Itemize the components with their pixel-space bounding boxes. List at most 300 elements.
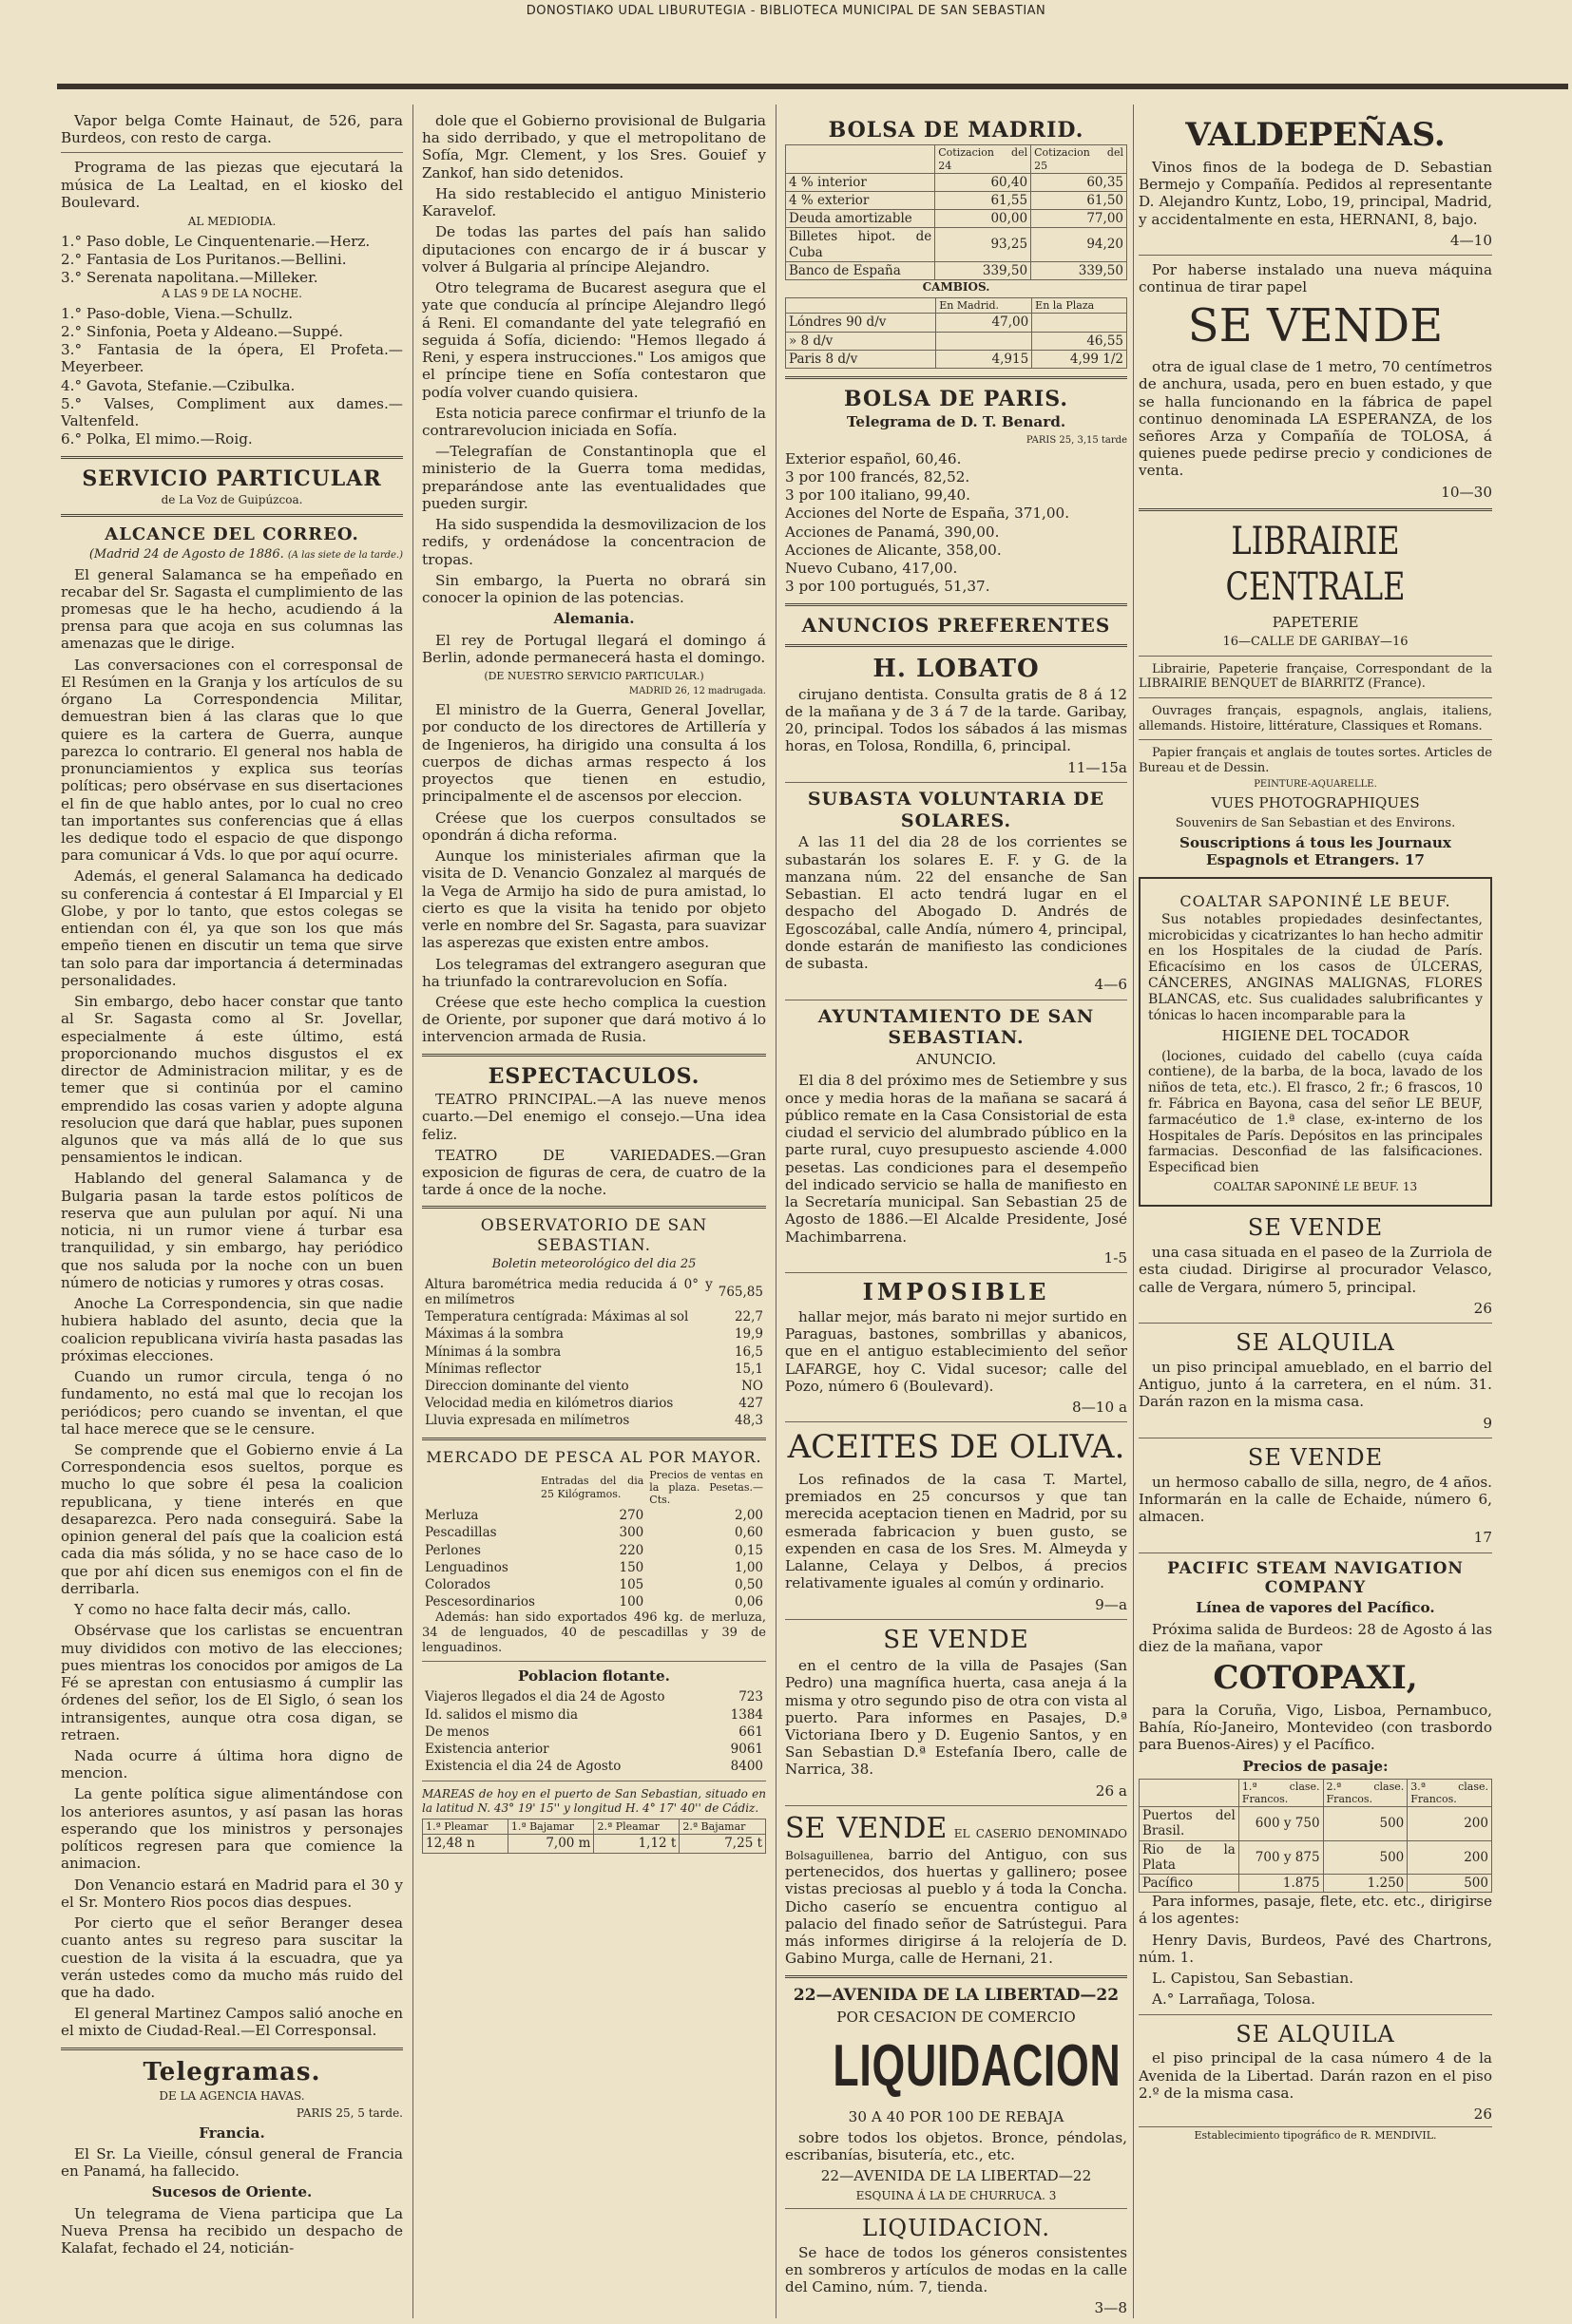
mareas-row: [423, 1835, 766, 1853]
table-cell: Lluvia expresada en milímetros: [425, 1413, 630, 1429]
poblacion-row: [422, 1724, 766, 1741]
table-cell: 105: [619, 1577, 644, 1593]
table-cell: Banco de España: [786, 261, 935, 279]
table-cell: 0,60: [734, 1525, 763, 1541]
table-cell: Lenguadinos: [425, 1559, 508, 1575]
higiene-heading: HIGIENE DEL TOCADOR: [1221, 1027, 1409, 1045]
programa-item: 6.° Polka, El mimo.—Roig.: [61, 430, 253, 448]
poblacion-row: [422, 1706, 766, 1724]
pasaje-row: [1140, 1840, 1492, 1874]
separator: [1139, 2014, 1492, 2015]
article-paragraph: Las conversaciones con el corresponsal de El Resúmen en la Granja y los artículos de su órgano La Correspondencia Militar, demuestran bien á las claras que lo que quiere es la cartera de Guerra, aunque parezca lo contrario. El general nos habla de pronunciamientos y explica sus teorías políticas; pero obsérvase en sus disertaciones el fin de que hablo antes, por lo cual no creo tan importantes sus conferencias que á ellas les dedique todo el espacio de que dispongo para comunicar á Vds. lo que por aquí ocurre.: [61, 656, 403, 865]
programa-mediodia: [61, 233, 403, 287]
meteo-row: [422, 1343, 766, 1361]
table-cell: 2,00: [734, 1508, 763, 1524]
agente-item: Henry Davis, Burdeos, Pavé des Chartrons, núm. 1.: [1139, 1931, 1492, 1966]
cambios-heading: CAMBIOS.: [922, 279, 990, 294]
meteo-row: [422, 1412, 766, 1429]
bolsa-row: [786, 261, 1127, 279]
programa-item: 3.° Serenata napolitana.—Milleker.: [61, 269, 318, 287]
boletin: Boletin meteorológico del dia 25: [491, 1257, 697, 1272]
library-header: DONOSTIAKO UDAL LIBURUTEGIA - BIBLIOTECA MUNICIPAL DE SAN SEBASTIAN: [526, 4, 1046, 18]
table-header: 1.ª Bajamar: [508, 1819, 594, 1835]
table-cell: 61,50: [1031, 191, 1127, 209]
table-cell: Puertos del Brasil.: [1140, 1807, 1239, 1840]
table-cell: 15,1: [734, 1361, 763, 1377]
article-paragraph: Ha sido restablecido el antiguo Ministerio Karavelof.: [422, 184, 766, 220]
pesca-row: [422, 1576, 766, 1593]
column-divider: [412, 105, 413, 2318]
pesca-table: [422, 1468, 766, 1611]
meteo-table: [422, 1276, 766, 1430]
garibay-address: 16—CALLE DE GARIBAY—16: [1222, 635, 1409, 650]
separator: [61, 456, 403, 459]
table-cell: 661: [738, 1724, 763, 1740]
imprenta: Establecimiento tipográfico de R. MENDIVIL.: [1139, 2126, 1492, 2142]
mercado-heading: MERCADO DE PESCA AL POR MAYOR.: [426, 1447, 762, 1466]
article-paragraph: Esta noticia parece confirmar el triunfo de la contrarevolucion iniciada en Sofía.: [422, 404, 766, 439]
article-paragraph: Anoche La Correspondencia, sin que nadie hubiera hablado del asunto, decia que la coalicion republicana viviría hasta pasadas las próximas elecciones.: [61, 1295, 403, 1364]
table-cell: 0,50: [734, 1577, 763, 1593]
sevende-zurriola-heading: SE VENDE: [1247, 1214, 1384, 1242]
table-cell: De menos: [425, 1724, 489, 1740]
table-cell: 00,00: [935, 210, 1031, 228]
table-cell: 7,00 m: [508, 1835, 594, 1853]
table-cell: 48,3: [734, 1413, 763, 1429]
table-header: [422, 1468, 538, 1508]
agente-item: L. Capistou, San Sebastian.: [1152, 1970, 1354, 1988]
aceites-ref: 9—a: [1095, 1595, 1127, 1613]
oriente-text: Un telegrama de Viena participa que La Nueva Prensa ha recibido un despacho de Kalafat, fechado el 24, noticián-: [61, 2204, 403, 2257]
table-cell: 61,55: [935, 191, 1031, 209]
programa-intro: Programa de las piezas que ejecutará la música de La Lealtad, en el kiosko del Boulevard.: [61, 159, 403, 211]
separator: [785, 1619, 1127, 1620]
table-cell: Pescadillas: [425, 1525, 497, 1541]
poblacion-row: [422, 1688, 766, 1705]
article-paragraph: Nada ocurre á última hora digno de mencion.: [61, 1746, 403, 1782]
cambios-row: [786, 332, 1127, 350]
pasaje-row: [1140, 1807, 1492, 1840]
table-header: [786, 145, 935, 173]
table-cell: 500: [1323, 1840, 1408, 1874]
librairie-text-1: Librairie, Papeterie française, Correspondant de la LIBRAIRIE BENQUET de BIARRITZ (France).: [1139, 661, 1492, 692]
table-cell: 100: [619, 1594, 644, 1610]
anuncio-label: ANUNCIO.: [915, 1051, 997, 1069]
article-paragraph: Y como no hace falta decir más, callo.: [74, 1601, 352, 1619]
column-3: [785, 112, 1127, 2321]
column-1: [61, 112, 403, 2260]
table-cell: 12,48 n: [423, 1835, 508, 1853]
valdepenas-text: Vinos finos de la bodega de D. Sebastian Bermejo y Compañía. Pedidos al representante D. Alejandro Kuntz, Lobo, 19, principal, Madrid, y accidentalmente en esta, HERNANI, 8, bajo.: [1139, 158, 1492, 228]
table-cell: 600 y 750: [1238, 1807, 1323, 1840]
souvenirs-label: Souvenirs de San Sebastian et des Environs.: [1175, 815, 1456, 830]
sevende-pasajes-heading: SE VENDE: [883, 1625, 1029, 1654]
bolsa-paris-heading: BOLSA DE PARIS.: [843, 387, 1069, 412]
alcance-body: [61, 566, 403, 2040]
coaltar-heading: COALTAR SAPONINÉ LE BEUF.: [1179, 891, 1451, 910]
valdepenas-heading: VALDEPEÑAS.: [1185, 116, 1446, 154]
paris-time: PARIS 25, 3,15 tarde: [1026, 434, 1127, 446]
table-cell: Colorados: [425, 1577, 491, 1593]
article-paragraph: Ha sido suspendida la desmovilizacion de los redifs, y ordenádose la concentracion de tropas.: [422, 516, 766, 568]
pacific-heading: PACIFIC STEAM NAVIGATION COMPANY: [1167, 1558, 1464, 1597]
servicio-heading: SERVICIO PARTICULAR: [82, 466, 382, 491]
table-header: 2.ª clase. Francos.: [1323, 1779, 1408, 1806]
coaltar-ad: [1139, 877, 1492, 1208]
papeterie-label: PAPETERIE: [1272, 613, 1359, 631]
cotopaxi-heading: COTOPAXI,: [1213, 1659, 1418, 1698]
peinture-label: PEINTURE-AQUARELLE.: [1254, 779, 1377, 791]
table-header: Cotizacion del 24: [935, 145, 1031, 173]
meteo-row: [422, 1276, 766, 1308]
table-header: 1.ª clase. Francos.: [1238, 1779, 1323, 1806]
poblacion-heading: Poblacion flotante.: [518, 1667, 670, 1686]
liquidacion-2-ref: 3—8: [1094, 2299, 1127, 2317]
telegrama-benard: Telegrama de D. T. Benard.: [846, 413, 1066, 431]
separator: [1139, 739, 1492, 740]
table-cell: 22,7: [734, 1309, 763, 1325]
separator: [1139, 656, 1492, 657]
table-cell: 4 % interior: [786, 173, 935, 191]
table-cell: 500: [1323, 1807, 1408, 1840]
coaltar-text: Sus notables propiedades desinfectantes, microbicidas y cicatrizantes lo han hecho admitir en los Hospitales de la ciudad de París. Eficacísimo en los casos de ÚLCERAS, CÁNCERES, ANGINAS MALIGNAS, FLORES BLANCAS, etc. Sus cualidades salubrificantes y tónicas lo hacen incomparable para la: [1148, 911, 1483, 1023]
liquidacion-text: sobre todos los objetos. Bronce, péndolas, escribanías, bisutería, etc., etc.: [785, 2128, 1127, 2164]
column-divider: [1133, 105, 1134, 2318]
table-cell: Lóndres 90 d/v: [786, 314, 936, 332]
bolsa-paris-list: [785, 450, 1127, 596]
aceites-text: Los refinados de la casa T. Martel, premiados en 25 concursos y que tan merecida aceptacion tienen en Madrid, por su esmerada fabricacion y buen gusto, se expenden en casa de los Sres. M. Almeyda y Lalanne, Celaya y Delbos, á precios relativamente iguales al común y ordinario.: [785, 1471, 1127, 1592]
article-paragraph: Aunque los ministeriales afirman que la visita de D. Venancio Gonzalez al marqués de la Vega de Armijo ha sido de pura amistad, lo cierto es que la visita ha tenido por objeto verle en nombre del Sr. Sagasta, para suavizar las asperezas que existen entre ambos.: [422, 848, 766, 952]
sealquila-2-text: el piso principal de la casa número 4 de la Avenida de la Libertad. Darán razon en el piso 2.º de la misma casa.: [1139, 2049, 1492, 2102]
pesca-row: [422, 1593, 766, 1610]
table-cell: Rio de la Plata: [1140, 1840, 1239, 1874]
alemania-text: El rey de Portugal llegará el domingo á Berlin, adonde permanecerá hasta el domingo.: [422, 631, 766, 666]
maquina-text: Por haberse instalado una nueva máquina continua de tirar papel: [1139, 260, 1492, 296]
sealquila-heading: SE ALQUILA: [1236, 1329, 1395, 1357]
table-cell: 300: [619, 1525, 644, 1541]
meteo-row: [422, 1378, 766, 1395]
article-paragraph: Hablando del general Salamanca y de Bulgaria pasan la tarde estos políticos de reserva que aun pululan por aquí. Ni una noticia, ni un rumor viene á turbar esa tranquilidad, y sin embargo, hay periódico que nos saluda por la noche con un buen número de noticias y rumores y otras cosas.: [61, 1170, 403, 1291]
table-cell: 60,40: [935, 173, 1031, 191]
francia-text: El Sr. La Vieille, cónsul general de Francia en Panamá, ha fallecido.: [61, 2144, 403, 2181]
sevende-heading: SE VENDE: [1187, 299, 1444, 353]
dateline: (Madrid 24 de Agosto de 1886. (A las siete de la tarde.): [88, 546, 403, 562]
table-cell: Existencia anterior: [425, 1741, 549, 1757]
sevende-caballo-text: un hermoso caballo de silla, negro, de 4 años. Informarán en la calle de Echaide, número 6, almacen.: [1139, 1473, 1492, 1526]
vues-label: VUES PHOTOGRAPHIQUES: [1211, 794, 1420, 812]
table-cell: Existencia el dia 24 de Agosto: [425, 1759, 622, 1775]
article-paragraph: Sin embargo, la Puerta no obrará sin conocer la opinion de las potencias.: [422, 571, 766, 607]
table-cell: 77,00: [1031, 210, 1127, 228]
header-rule: [57, 84, 1568, 89]
article-paragraph: El general Martinez Campos salió anoche en el mixto de Ciudad-Real.—El Corresponsal.: [61, 2005, 403, 2040]
separator: [785, 1272, 1127, 1273]
sealquila-ref: 9: [1483, 1414, 1492, 1432]
bolsa-row: [786, 228, 1127, 261]
table-cell: NO: [741, 1378, 763, 1394]
table-cell: Pacífico: [1140, 1874, 1239, 1892]
sevende-caballo-heading: SE VENDE: [1247, 1443, 1384, 1471]
table-cell: 150: [619, 1559, 644, 1575]
meteo-row: [422, 1395, 766, 1412]
bolsa-paris-item: 3 por 100 italiano, 99,40.: [785, 486, 970, 505]
separator: [422, 1054, 766, 1057]
separator: [785, 603, 1127, 606]
table-cell: 220: [619, 1542, 644, 1558]
separator: [785, 2208, 1127, 2209]
table-header: 3.ª clase. Francos.: [1408, 1779, 1492, 1806]
article-paragraph: —Telegrafían de Constantinopla que el ministerio de la Guerra toma medidas, preparándose ante las eventualidades que pueden surgir.: [422, 443, 766, 512]
table-cell: Billetes hipot. de Cuba: [786, 228, 935, 261]
table-header: Entradas del dia 25 Kilógramos.: [540, 1475, 644, 1500]
libertad-address-2: 22—AVENIDA DE LA LIBERTAD—22: [820, 2167, 1092, 2185]
article-paragraph: La gente política sigue alimentándose con los anteriores asuntos, y así pasan las horas esperando que los ministros y personajes políticos regresen para que comience la animacion.: [61, 1785, 403, 1873]
article-paragraph: Créese que este hecho complica la cuestion de Oriente, por suponer que dará motivo á lo intervencion armada de Rusia.: [422, 993, 766, 1046]
cotopaxi-text: para la Coruña, Vigo, Lisboa, Pernambuco, Bahía, Río-Janeiro, Montevideo (con trasbordo para Buenos-Aires) y el Pacífico.: [1139, 1701, 1492, 1754]
table-cell: 500: [1408, 1874, 1492, 1892]
caserio-notice: SE VENDE EL CASERIO DENOMINADO Bolsaguillenea, barrio del Antiguo, con sus pertenecidos, dos huertas y gallinero; posee vistas preciosas al pueblo y á toda la Concha. Dicho caserío se encuentra contiguo al palacio del finado señor de Satrústegui. Para más informes dirigirse á la relojería de D. Gabino Murga, calle de Hernani, 21.: [785, 1811, 1127, 1968]
paris-dateline: PARIS 25, 5 tarde.: [296, 2106, 403, 2121]
article-paragraph: dole que el Gobierno provisional de Bulgaria ha sido derribado, y que el metropolitano de Sofía, Mgr. Clement, y los Sres. Gouief y Zankof, han sido detenidos.: [422, 112, 766, 181]
bolsa-row: [786, 210, 1127, 228]
bolsa-paris-item: Exterior español, 60,46.: [785, 449, 962, 467]
lobato-text: cirujano dentista. Consulta gratis de 8 á 12 de la mañana y de 3 á 7 de la tarde. Garibay, 20, principal. Todos los sábados á las mismas horas, en Tolosa, Rondilla, 6, principal.: [785, 685, 1127, 755]
programa-item: 4.° Gavota, Stefanie.—Czibulka.: [61, 376, 296, 394]
bolsa-paris-item: Acciones de Alicante, 358,00.: [785, 541, 1002, 559]
separator: [785, 376, 1127, 379]
table-cell: Direccion dominante del viento: [425, 1378, 629, 1394]
sealquila-2-ref: 26: [1473, 2105, 1492, 2123]
cambios-row: [786, 314, 1127, 332]
francia-heading: Francia.: [199, 2124, 265, 2142]
table-cell: Merluza: [425, 1508, 479, 1524]
pasaje-table: [1139, 1779, 1492, 1893]
subasta-ref: 4—6: [1094, 976, 1127, 994]
separator: [1139, 255, 1492, 256]
table-header: En la Plaza: [1032, 298, 1127, 314]
bulgaria-body: [422, 112, 766, 606]
sevende-zurriola-ref: 26: [1473, 1299, 1492, 1317]
precios-heading: Precios de pasaje:: [1242, 1757, 1389, 1775]
article-paragraph: Otro telegrama de Bucarest asegura que el yate que conducía al príncipe Alejandro llegó á Reni. El comandante del yate telegrafió en seguida á Sofía, diciendo: "Hemos llegado á Reni, y espera instrucciones." Los amigos que el príncipe tiene en Sofía contestaron que podía volver cuando quisiera.: [422, 279, 766, 401]
cambios-row: [786, 350, 1127, 368]
servicio-label: (DE NUESTRO SERVICIO PARTICULAR.): [484, 670, 704, 683]
table-cell: 339,50: [1031, 261, 1127, 279]
programa-item: 3.° Fantasia de la ópera, El Profeta.—Meyerbeer.: [61, 341, 403, 376]
separator: [61, 152, 403, 153]
table-cell: 427: [738, 1396, 763, 1412]
separator: [1139, 697, 1492, 698]
table-cell: 0,06: [734, 1594, 763, 1610]
article-paragraph: Sin embargo, debo hacer constar que tanto al Sr. Sagasta como al Sr. Jovellar, especialmente á este último, está proporcionando muchos disgustos el ex director de Administracion militar, y es de temer que si continúa por el camino emprendido las cosas varien y adopte alguna resolucion que dará que hablar, pues suponen algunos que va más allá de lo que sus pensamientos le indican.: [61, 993, 403, 1167]
imposible-heading: IMPOSIBLE: [862, 1278, 1050, 1305]
aceites-heading: ACEITES DE OLIVA.: [787, 1428, 1125, 1467]
table-header: Cotizacion del 25: [1031, 145, 1127, 173]
coaltar-text-2: (lociones, cuidado del cabello (cuya caída contiene), de la barba, de la boca, lavado de los niños de teta, etc.). El frasco, 2 fr.; 6 frascos, 10 fr. Fábrica en Bayona, casa del señor LE BEUF, farmacéutico de 1.ª clase, ex-interno de los Hospitales de París. Depósitos en las principales farmacias. Desconfiad de las falsificaciones. Especificad bien: [1148, 1048, 1483, 1176]
librairie-text-2: Ouvrages français, espagnols, anglais, italiens, allemands. Histoire, littérature, Classiques et Romans.: [1139, 703, 1492, 733]
article-paragraph: Obsérvase que los carlistas se encuentran muy divididos con motivo de las elecciones; pues mientras los conocidos por amigos de La Fé se aprestan con entusiasmo á cumplir las órdenes del señor, los de El Siglo, ó sean los intransigentes, aunque otra cosa digan, se retraen.: [61, 1622, 403, 1743]
separator: [1139, 1323, 1492, 1324]
programa-item: 2.° Fantasia de Los Puritanos.—Bellini.: [61, 250, 347, 268]
separator: [1139, 508, 1492, 511]
table-cell: Mínimas reflector: [425, 1361, 542, 1377]
mareas-caption: MAREAS de hoy en el puerto de San Sebastian, situado en la latitud N. 43° 19' 15'' y longitud H. 4° 17' 40'' de Cádiz.: [422, 1787, 766, 1815]
bolsa-row: [786, 173, 1127, 191]
table-cell: 1384: [730, 1706, 763, 1723]
table-cell: Pescesordinarios: [425, 1594, 535, 1610]
article-paragraph: El general Salamanca se ha empeñado en recabar del Sr. Sagasta el cumplimiento de las promesas que le ha hecho, acudiendo á la prensa para que acoja en sus columnas las amenazas que le dirige.: [61, 565, 403, 653]
table-cell: Temperatura centígrada: Máximas al sol: [425, 1309, 689, 1325]
vapor-notice: Vapor belga Comte Hainaut, de 526, para Burdeos, con resto de carga.: [61, 112, 403, 147]
table-cell: 4 % exterior: [786, 191, 935, 209]
table-cell: 8400: [730, 1759, 763, 1775]
espectaculos-heading: ESPECTACULOS.: [488, 1063, 700, 1089]
programa-item: 2.° Sinfonia, Poeta y Aldeano.—Suppé.: [61, 322, 343, 340]
sucesos-heading: Sucesos de Oriente.: [151, 2183, 313, 2201]
programa-noche: [61, 305, 403, 448]
table-cell: Viajeros llegados el dia 24 de Agosto: [425, 1689, 665, 1705]
coaltar-sign: COALTAR SAPONINÉ LE BEUF. 13: [1213, 1179, 1418, 1193]
table-cell: 270: [619, 1508, 644, 1524]
alcance-heading: ALCANCE DEL CORREO.: [105, 524, 359, 545]
proxima-salida: Próxima salida de Burdeos: 28 de Agosto á las diez de la mañana, vapor: [1139, 1620, 1492, 1655]
informes-text: Para informes, pasaje, flete, etc. etc., dirigirse á los agentes:: [1139, 1893, 1492, 1928]
pesca-note: Además: han sido exportados 496 kg. de merluza, 34 de lenguados, 40 de pescadillas y 39 de lenguadinos.: [422, 1610, 766, 1655]
poblacion-row: [422, 1758, 766, 1775]
lobato-ref: 11—15a: [1067, 758, 1127, 776]
separator: [61, 2048, 403, 2050]
table-cell: 46,55: [1032, 332, 1127, 350]
teatro-principal: TEATRO PRINCIPAL.—A las nueve menos cuarto.—Del enemigo el consejo.—Una idea feliz.: [422, 1091, 766, 1143]
liquidacion-2-heading: LIQUIDACION.: [862, 2214, 1050, 2241]
poblacion-table: [422, 1688, 766, 1775]
table-cell: 4,99 1/2: [1032, 350, 1127, 368]
article-paragraph: Don Venancio estará en Madrid para el 30 y el Sr. Montero Rios pocos dias despues.: [61, 1876, 403, 1911]
table-cell: 0,15: [734, 1542, 763, 1558]
servicio-sub: de La Voz de Guipúzcoa.: [161, 492, 303, 506]
article-paragraph: Los telegramas del extrangero aseguran que ha triunfado la contrarevolucion en Sofía.: [422, 955, 766, 990]
table-cell: 47,00: [936, 314, 1032, 332]
article-paragraph: Por cierto que el señor Beranger desea cuanto antes su regreso para suscitar la cuestion de la visita á la escuadra, que ya verán ustedes como da mucho más ruido del que ha dado.: [61, 1914, 403, 2002]
cambios-table: [785, 297, 1127, 369]
table-cell: 1.875: [1238, 1874, 1323, 1892]
mareas-table: [422, 1819, 766, 1853]
separator: [785, 782, 1127, 783]
table-cell: Altura barométrica media reducida á 0° y en milímetros: [425, 1276, 713, 1308]
rebaja-label: 30 A 40 POR 100 DE REBAJA: [848, 2107, 1064, 2125]
column-2: [422, 112, 766, 1854]
librairie-text-3: Papier français et anglais de toutes sortes. Articles de Bureau et de Dessin.: [1139, 746, 1492, 775]
bolsa-paris-item: Acciones de Panamá, 390,00.: [785, 523, 1000, 541]
pesca-row: [422, 1507, 766, 1524]
table-cell: 94,20: [1031, 228, 1127, 261]
table-header: 1.ª Pleamar: [423, 1819, 508, 1835]
liquidacion-heading: LIQUIDACION: [833, 2033, 1121, 2100]
separator: [61, 514, 403, 517]
table-cell: 9061: [730, 1741, 763, 1757]
imposible-text: hallar mejor, más barato ni mejor surtido en Paraguas, bastones, sombrillas y abanicos, que en el antiguo establecimiento del señor LAFARGE, hoy C. Vidal sucesor; calle del Pozo, número 6 (Boulevard).: [785, 1307, 1127, 1395]
sevende-ref: 10—30: [1441, 483, 1492, 501]
separator: [422, 1438, 766, 1440]
table-cell: » 8 d/v: [786, 332, 936, 350]
table-cell: 723: [738, 1689, 763, 1705]
table-cell: Mínimas á la sombra: [425, 1343, 562, 1360]
table-cell: 1,12 t: [594, 1835, 680, 1853]
liquidacion-2-text: Se hace de todos los géneros consistentes en sombreros y artículos de modas en la calle del Camino, núm. 7, tienda.: [785, 2243, 1127, 2296]
article-paragraph: Cuando un rumor circula, tenga ó no fundamento, no está mal que lo recojan los periódicos; pero cuando se inventan, el que tal hace merece que se le censure.: [61, 1368, 403, 1438]
sevende-pasajes-text: en el centro de la villa de Pasajes (San Pedro) una magnífica huerta, casa aneja á la misma y otro segundo piso de otra con vista al puerto. Para informes en Pasajes, D.ª Victoriana Ibero y D. Eugenio Santos, y en San Sebastian D.ª Estefanía Ibero, calle de Narrica, 38.: [785, 1657, 1127, 1779]
subasta-text: A las 11 del dia 28 de los corrientes se subastarán los solares E. F. y G. de la manzana núm. 22 del ensanche de San Sebastian. El acto tendrá lugar en el despacho del Abogado D. Andrés de Egoscozábal, calle Andía, número 4, principal, donde estarán de manifiesto las condiciones de subasta.: [785, 833, 1127, 973]
table-cell: Paris 8 d/v: [786, 350, 936, 368]
programa-item: 1.° Paso-doble, Viena.—Schullz.: [61, 304, 294, 322]
article-paragraph: De todas las partes del país han salido diputaciones con encargo de ir á buscar y volver á Bulgaria al príncipe Alejandro.: [422, 223, 766, 276]
anuncios-heading: ANUNCIOS PREFERENTES: [801, 613, 1111, 637]
sealquila-2-heading: SE ALQUILA: [1236, 2020, 1395, 2048]
sevende-pasajes-ref: 26 a: [1095, 1781, 1127, 1800]
agente-item: A.° Larrañaga, Tolosa.: [1152, 1991, 1315, 2009]
ayuntamiento-heading: AYUNTAMIENTO DE SAN SEBASTIAN.: [817, 1005, 1095, 1049]
separator: [785, 1805, 1127, 1806]
table-cell: 200: [1408, 1840, 1492, 1874]
observatorio-heading: OBSERVATORIO DE SAN SEBASTIAN.: [480, 1216, 708, 1255]
subasta-heading: SUBASTA VOLUNTARIA DE SOLARES.: [807, 788, 1105, 831]
pasaje-row: [1140, 1874, 1492, 1892]
agencia-label: DE LA AGENCIA HAVAS.: [159, 2088, 305, 2103]
meteo-row: [422, 1361, 766, 1378]
table-cell: [1032, 314, 1127, 332]
table-cell: 700 y 875: [1238, 1840, 1323, 1874]
table-cell: Velocidad media en kilómetros diarios: [425, 1396, 674, 1412]
agentes-list: [1139, 1932, 1492, 2009]
pesca-row: [422, 1559, 766, 1576]
separator: [422, 1661, 766, 1662]
bolsa-madrid-table: [785, 144, 1127, 280]
poblacion-row: [422, 1741, 766, 1758]
sevende-text: otra de igual clase de 1 metro, 70 centímetros de anchura, usada, pero en buen estado, y que se halla funcionando en la fábrica de papel continuo denominada LA ESPERANZA, de los señores Arza y Compañía de TOLOSA, á quienes puede pedirse precio y condiciones de venta.: [1139, 358, 1492, 480]
table-cell: 200: [1408, 1807, 1492, 1840]
table-cell: Máximas á la sombra: [425, 1326, 564, 1343]
bolsa-paris-item: 3 por 100 francés, 82,52.: [785, 467, 970, 486]
article-paragraph: El ministro de la Guerra, General Jovellar, por conducto de los directores de Artillería y de Ingenieros, ha dirigido una consulta á los cuerpos de dichas armas respecto á los proyectos que tienen en estudio, principalmente el de ascensos por eleccion.: [422, 701, 766, 806]
separator: [785, 1975, 1127, 1978]
alemania-heading: Alemania.: [553, 610, 635, 628]
valdepenas-ref: 4—10: [1449, 231, 1492, 249]
table-header: En Madrid.: [936, 298, 1032, 314]
table-header: Precios de ventas en la plaza. Pesetas.—Cts.: [649, 1468, 763, 1507]
imposible-ref: 8—10 a: [1071, 1398, 1127, 1416]
table-cell: 93,25: [935, 228, 1031, 261]
meteo-row: [422, 1325, 766, 1343]
pesca-row: [422, 1542, 766, 1559]
article-paragraph: Además, el general Salamanca ha dedicado su conferencia á contestar á El Imparcial y El Globe, y por lo tanto, que estos colegas se entiendan con él, ya que son los que más empeño tienen en discutir un tema que sirve tan solo para dar importancia á determinadas personalidades.: [61, 867, 403, 989]
table-cell: 16,5: [734, 1343, 763, 1360]
table-header: 2.ª Pleamar: [594, 1819, 680, 1835]
teatro-variedades: TEATRO DE VARIEDADES.—Gran exposicion de figuras de cera, de cuatro de la tarde á once de la noche.: [422, 1146, 766, 1199]
mediodia-heading: AL MEDIODIA.: [187, 215, 277, 229]
table-cell: 19,9: [734, 1326, 763, 1343]
separator: [785, 644, 1127, 647]
bolsa-madrid-heading: BOLSA DE MADRID.: [828, 118, 1084, 143]
libertad-address: 22—AVENIDA DE LA LIBERTAD—22: [793, 1985, 1120, 2005]
linea-label: Línea de vapores del Pacífico.: [1196, 1599, 1435, 1617]
souscriptions: Souscriptions á tous les Journaux Espagnols et Etrangers. 17: [1179, 834, 1451, 869]
table-cell: 1.250: [1323, 1874, 1408, 1892]
table-cell: 7,25 t: [680, 1835, 766, 1853]
column-4: [1139, 112, 1492, 2145]
table-cell: Deuda amortizable: [786, 210, 935, 228]
noche-heading: A LAS 9 DE LA NOCHE.: [162, 287, 302, 301]
sevende-caballo-ref: 17: [1473, 1529, 1492, 1547]
